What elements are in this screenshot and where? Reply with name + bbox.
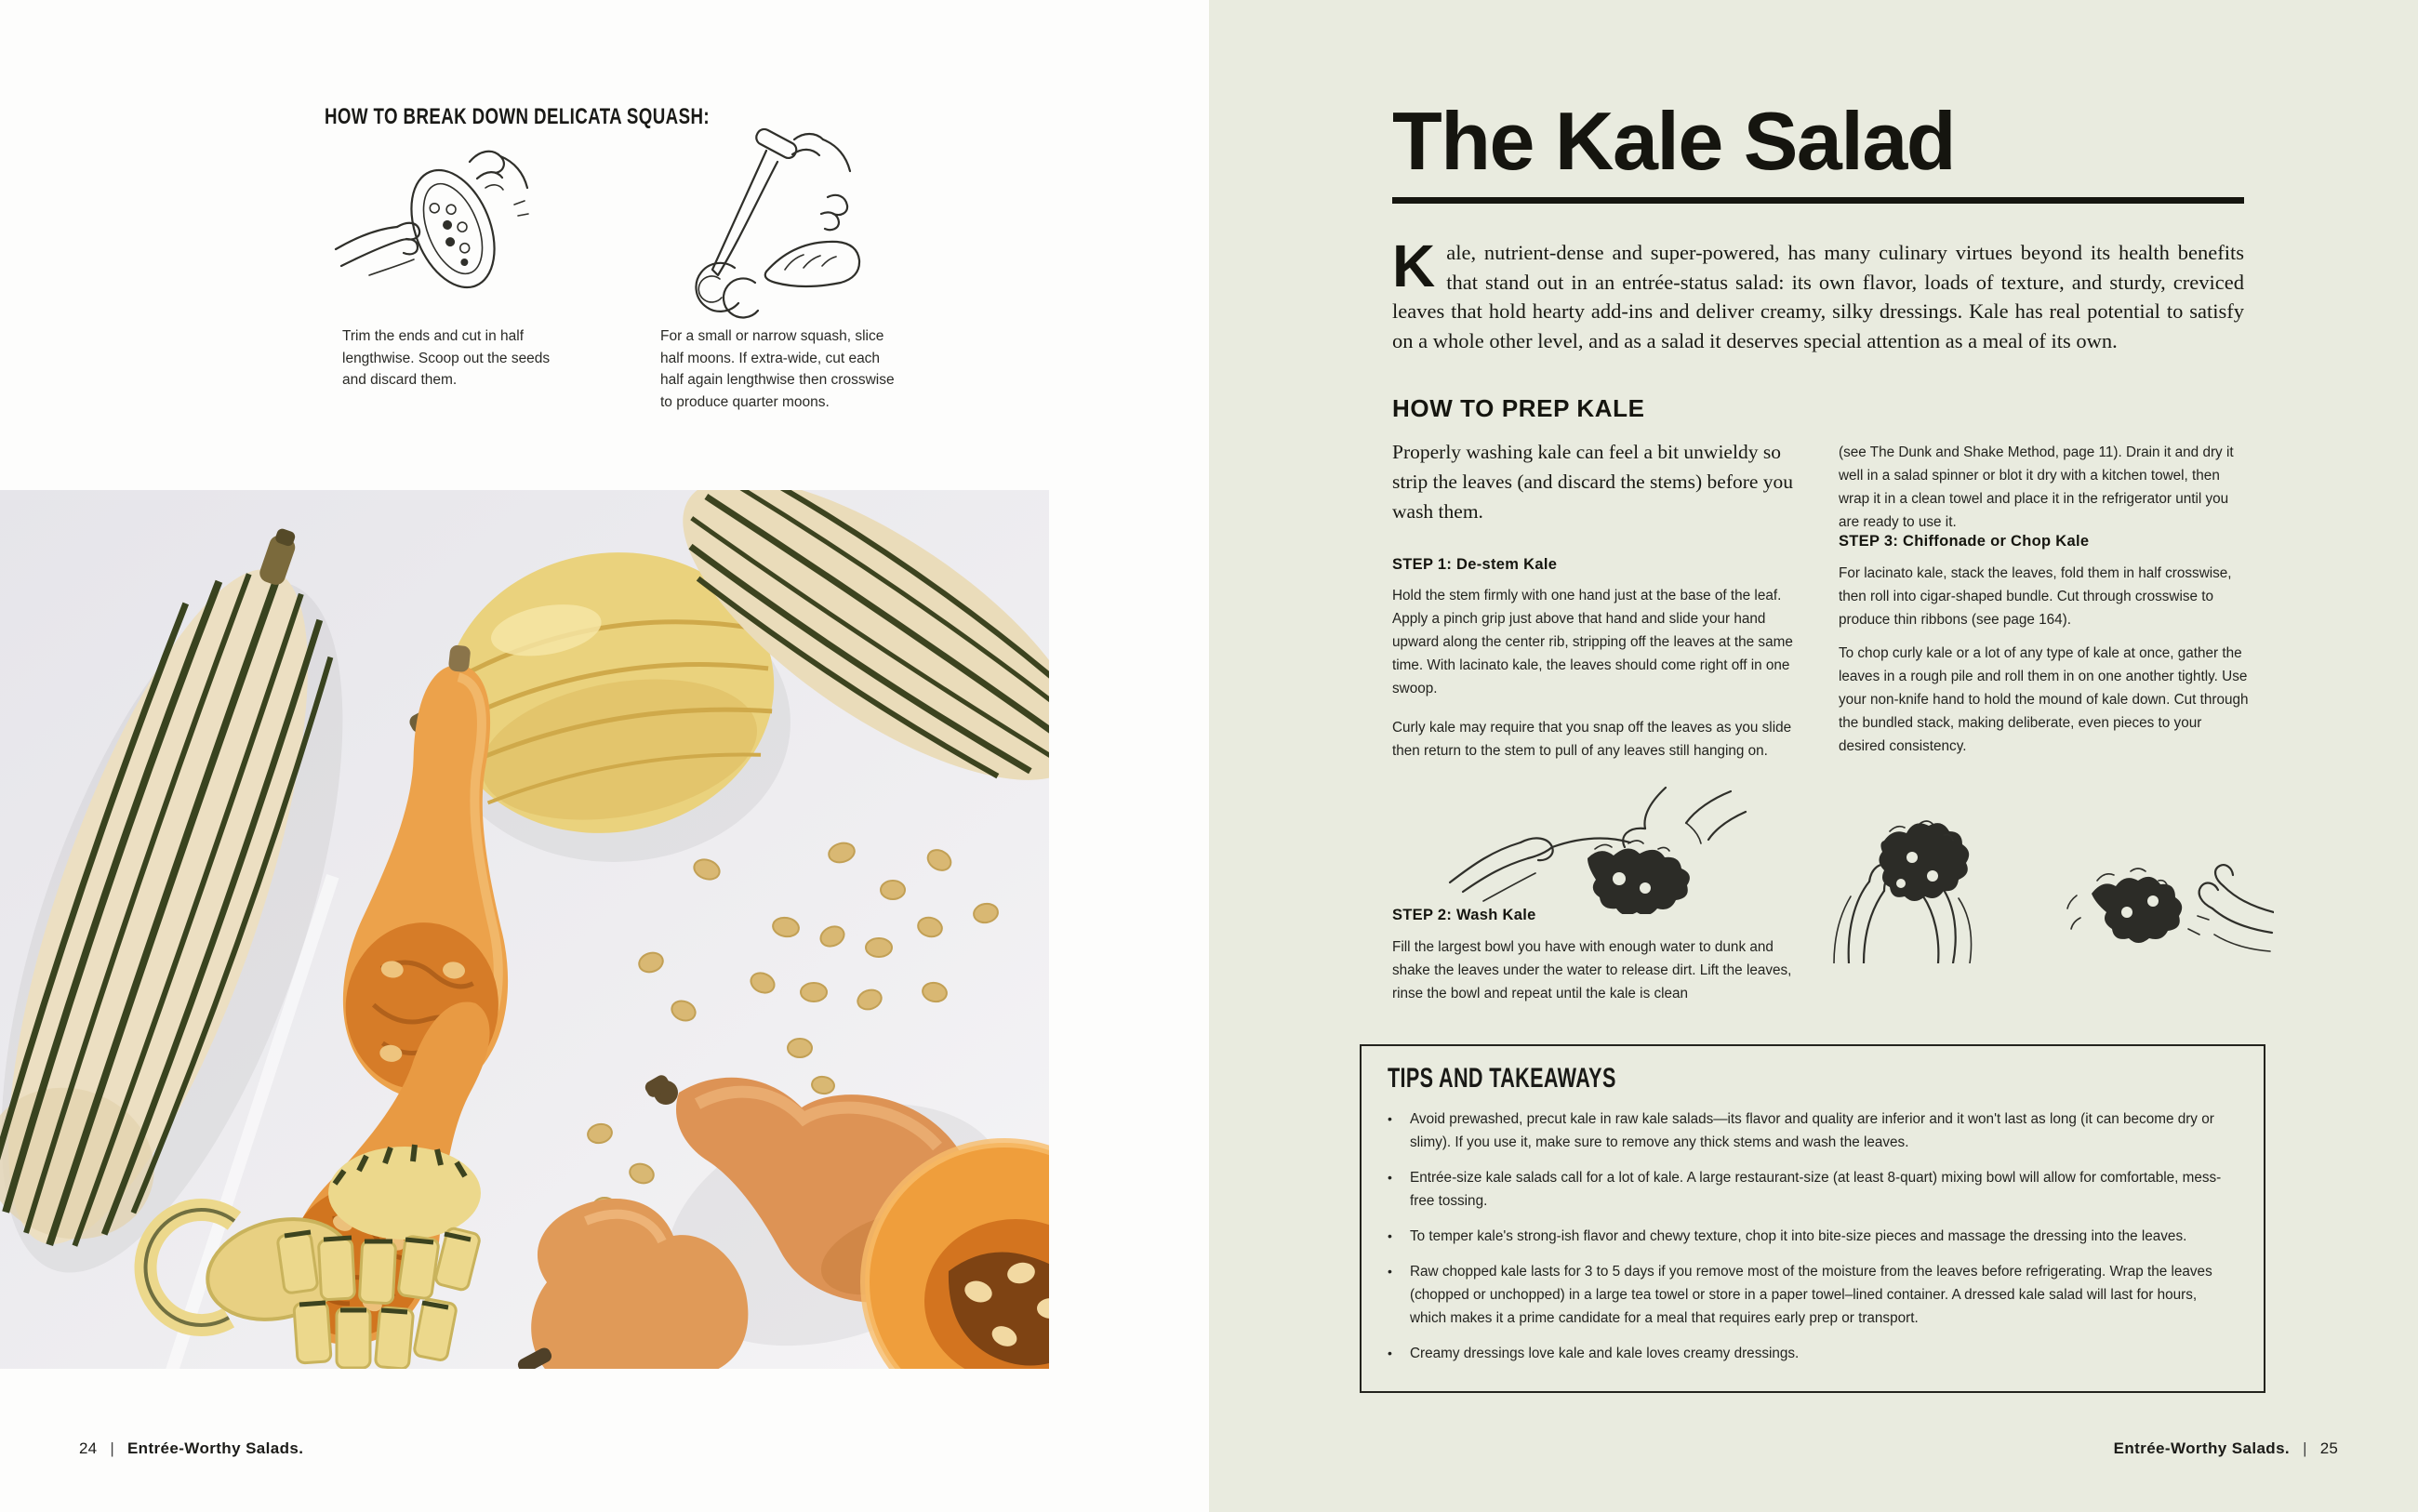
destem-kale-illustration (1446, 784, 1753, 914)
kale-bundle-drawing (2067, 869, 2182, 943)
holding-hand-drawing (792, 134, 850, 230)
tip-item (1388, 1225, 2236, 1248)
squash-being-sliced-drawing (765, 242, 859, 286)
slice-half-moons-caption: For a small or narrow squash, slice half moons. If extra-wide, cut each half again lengthwise then crosswise to produce quarter moons. (660, 328, 895, 410)
chop-kale-illustration (2049, 840, 2274, 957)
kale-stem-drawing (1552, 838, 1630, 847)
left-page-number: 24 (79, 1439, 98, 1457)
drop-cap: K (1392, 232, 1436, 299)
motion-lines (514, 201, 528, 216)
tips-and-takeaways-box (1360, 1044, 2265, 1393)
step1-heading: STEP 1: De-stem Kale (1392, 556, 1558, 573)
tip-text: To temper kale's strong-ish flavor and chewy texture, chop it into bite-size pieces and massage the dressing into the leaves. (1410, 1228, 2187, 1244)
tip-item (1388, 1342, 2236, 1365)
tip-item (1388, 1107, 2236, 1154)
right-section-title: Entrée-Worthy Salads. (2113, 1439, 2291, 1457)
gather-kale-illustration (1823, 798, 1990, 963)
motion-lines (2188, 916, 2209, 935)
bullet-dot: • (1388, 1228, 1392, 1243)
tip-text: Avoid prewashed, precut kale in raw kale salads—its flavor and quality are inferior and it won't last as long (it can become dry or slimy). If you use it, make sure to remove any thick stems and wash the leaves. (1410, 1111, 2214, 1150)
kale-pile-drawing (1879, 821, 1969, 901)
howto-break-down-heading-text: HOW TO BREAK DOWN DELICATA SQUASH: (325, 104, 710, 129)
page-title: The Kale Salad (1392, 95, 1956, 187)
right-page-number: 25 (2319, 1439, 2338, 1457)
left-hand-drawing (336, 223, 419, 275)
bullet-dot: • (1388, 1346, 1392, 1360)
bullet-dot: • (1388, 1264, 1392, 1279)
tips-list (1388, 1107, 2236, 1365)
step1-paragraph-1: Hold the stem firmly with one hand just at the base of the leaf. Apply a pinch grip just above that hand and slide your hand upward along the center rib, stripping off the leaves at the same time. With lacinato kale, the leaves should come right off in one swoop. (1392, 588, 1793, 696)
bullet-dot: • (1388, 1111, 1392, 1126)
tip-item (1388, 1260, 2236, 1330)
step1-paragraph-2: Curly kale may require that you snap off the leaves as you slide then return to the stem to pull of any leaves still hanging on. (1392, 720, 1792, 759)
right-page-footer (2114, 1439, 2338, 1458)
holding-hand-drawing (2199, 865, 2274, 951)
squash-half-drawing (395, 158, 511, 299)
scoop-seeds-illustration (332, 136, 537, 314)
step2-paragraph-1: Fill the largest bowl you have with enough water to dunk and shake the leaves under the water to release dirt. Lift the leaves, rinse the bowl and repeat until the kale is clean (1392, 939, 1792, 1001)
prep-lead-left: Properly washing kale can feel a bit unwieldy so strip the leaves (and discard the stems) before you wash them. (1392, 441, 1794, 523)
tip-item (1388, 1166, 2236, 1213)
right-hand-drawing (470, 152, 527, 190)
tip-text: Raw chopped kale lasts for 3 to 5 days if you remove most of the moisture from the leaves before refrigerating. Wrap the leaves (chopped or unchopped) in a large tea towel or store in a paper towel–lined container. A dressed kale salad will last for hours, which makes it a prime candidate for a meal that requires early prep or transport. (1410, 1264, 2212, 1326)
step3-paragraph-1: For lacinato kale, stack the leaves, fold them in half crosswise, then roll into cigar-shaped bundle. Cut through crosswise to produce thin ribbons (see page 164). (1839, 565, 2232, 628)
left-hand-drawing (1450, 838, 1553, 901)
intro-paragraph (1392, 232, 2244, 355)
half-moon-pieces-drawing (696, 263, 758, 318)
footer-separator: | (110, 1439, 114, 1457)
squash-photo (0, 490, 1049, 1369)
right-hand-drawing (1623, 788, 1746, 847)
tips-heading: TIPS AND TAKEAWAYS (1388, 1063, 1616, 1094)
step2-heading: STEP 2: Wash Kale (1392, 907, 1536, 923)
slice-half-moons-illustration (655, 130, 867, 311)
scoop-seeds-caption: Trim the ends and cut in half lengthwise. Scoop out the seeds and discard them. (342, 328, 551, 388)
how-to-prep-kale-heading: HOW TO PREP KALE (1392, 394, 1645, 422)
title-rule (1392, 197, 2244, 204)
intro-text: ale, nutrient-dense and super-powered, has many culinary virtues beyond its health benefits that stand out in an entrée-status salad: its own flavor, loads of texture, and sturdy, creviced leaves that hold hearty add-ins and deliver creamy, silky dressings. Kale has real potential to satisfy on a whole other level, and as a salad it deserves special attention as a meal of its own. (1392, 241, 2244, 352)
knife-drawing (712, 126, 799, 275)
kale-leaf-drawing (1588, 841, 1690, 914)
left-page-footer (79, 1439, 303, 1458)
step3-paragraph-2: To chop curly kale or a lot of any type of kale at once, gather the leaves in a rough pile and roll them in on one another tightly. Use your non-knife hand to hold the mound of kale down. Cut through the bundled stack, making deliberate, even pieces to your desired consistency. (1839, 645, 2249, 754)
bullet-dot: • (1388, 1170, 1392, 1185)
tip-text: Entrée-size kale salads call for a lot of kale. A large restaurant-size (at least 8-quart) mixing bowl will allow for comfortable, mess-free tossing. (1410, 1170, 2222, 1209)
left-section-title: Entrée-Worthy Salads. (126, 1439, 304, 1457)
howto-break-down-heading (325, 104, 818, 130)
step3-heading: STEP 3: Chiffonade or Chop Kale (1839, 533, 2090, 550)
prep-lead-right: (see The Dunk and Shake Method, page 11). Drain it and dry it well in a salad spinner or blot it dry with a kitchen towel, then wrap it in a clean towel and place it in the refrigerator until you are ready to use it. (1839, 444, 2234, 530)
footer-separator: | (2303, 1439, 2307, 1457)
tip-text: Creamy dressings love kale and kale loves creamy dressings. (1410, 1346, 1800, 1361)
